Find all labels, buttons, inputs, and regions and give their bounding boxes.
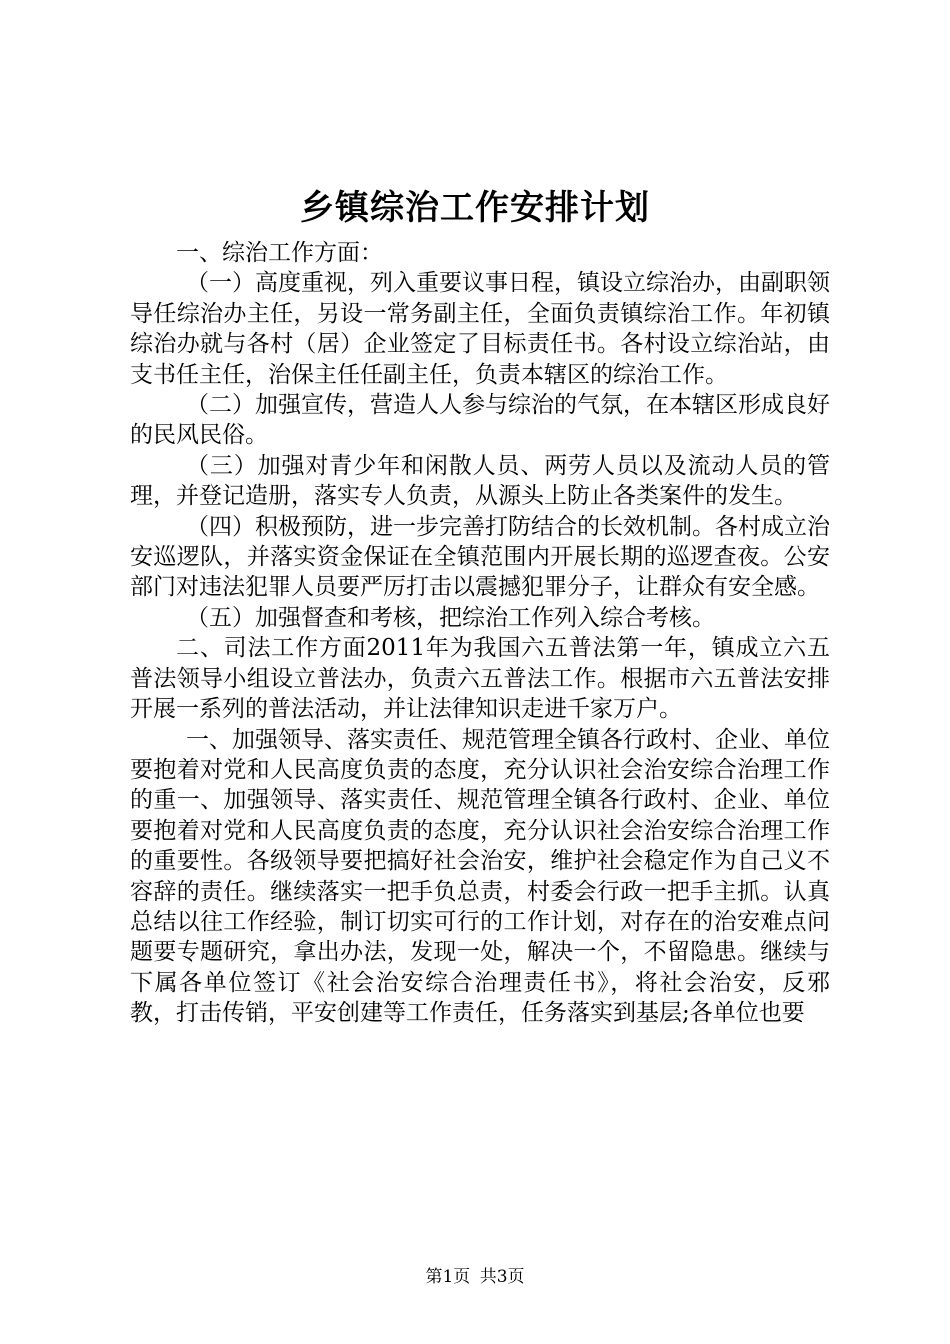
paragraph-strengthen-leadership: 一、加强领导、落实责任、规范管理全镇各行政村、企业、单位要抱着对党和人民高度负责的态度，充分认识社会治安综合治理工作的重一、加强领导、落实责任、规范管理全镇各行政村、企业、单位要抱着对党和人民高度负责的态度，充分认识社会治安综合治理工作的重要性。各级领导要把搞好社会治安，维护社会稳定作为自己义不容辞的责任。继续落实一把手负总责，村委会行政一把手主抓。认真总结以往工作经验，制订切实可行的工作计划，对存在的治安难点问题要专题研究，拿出办法，发现一处，解决一个，不留隐患。继续与下属各单位签订《社会治安综合治理责任书》，将社会治安，反邪教，打击传销，平安创建等工作责任，任务落实到基层;各单位也要	[130, 726, 830, 1027]
page-total: 共3页	[479, 1267, 525, 1287]
section-heading-1: 一、综治工作方面：	[176, 240, 383, 266]
paragraph-item-2: （二）加强宣传，营造人人参与综治的气氛，在本辖区形成良好的民风民俗。	[130, 392, 830, 449]
page-number: 第1页	[425, 1267, 471, 1287]
paragraph-item-5: （五）加强督查和考核，把综治工作列入综合考核。	[186, 604, 715, 631]
section-heading-2: 二、司法工作方面2011年为我国六五普法第一年，镇成立六五普法领导小组设立普法办，负责六五普法工作。根据市六五普法安排开展一系列的普法活动，并让法律知识走进千家万户。	[130, 635, 830, 723]
paragraph-item-4: （四）积极预防，进一步完善打防结合的长效机制。各村成立治安巡逻队，并落实资金保证在全镇范围内开展长期的巡逻查夜。公安部门对违法犯罪人员要严厉打击以震撼犯罪分子，让群众有安全感。	[130, 513, 830, 601]
document-title: 乡镇综治工作安排计划	[300, 188, 650, 228]
paragraph-item-1: （一）高度重视，列入重要议事日程，镇设立综治办，由副职领导任综治办主任，另设一常务副主任，全面负责镇综治工作。年初镇综治办就与各村（居）企业签定了目标责任书。各村设立综治站，由支书任主任，治保主任任副主任，负责本辖区的综治工作。	[130, 270, 830, 388]
document-body	[130, 238, 830, 1029]
page-footer	[0, 1266, 950, 1288]
paragraph-item-3: （三）加强对青少年和闲散人员、两劳人员以及流动人员的管理，并登记造册，落实专人负责，从源头上防止各类案件的发生。	[130, 452, 830, 510]
